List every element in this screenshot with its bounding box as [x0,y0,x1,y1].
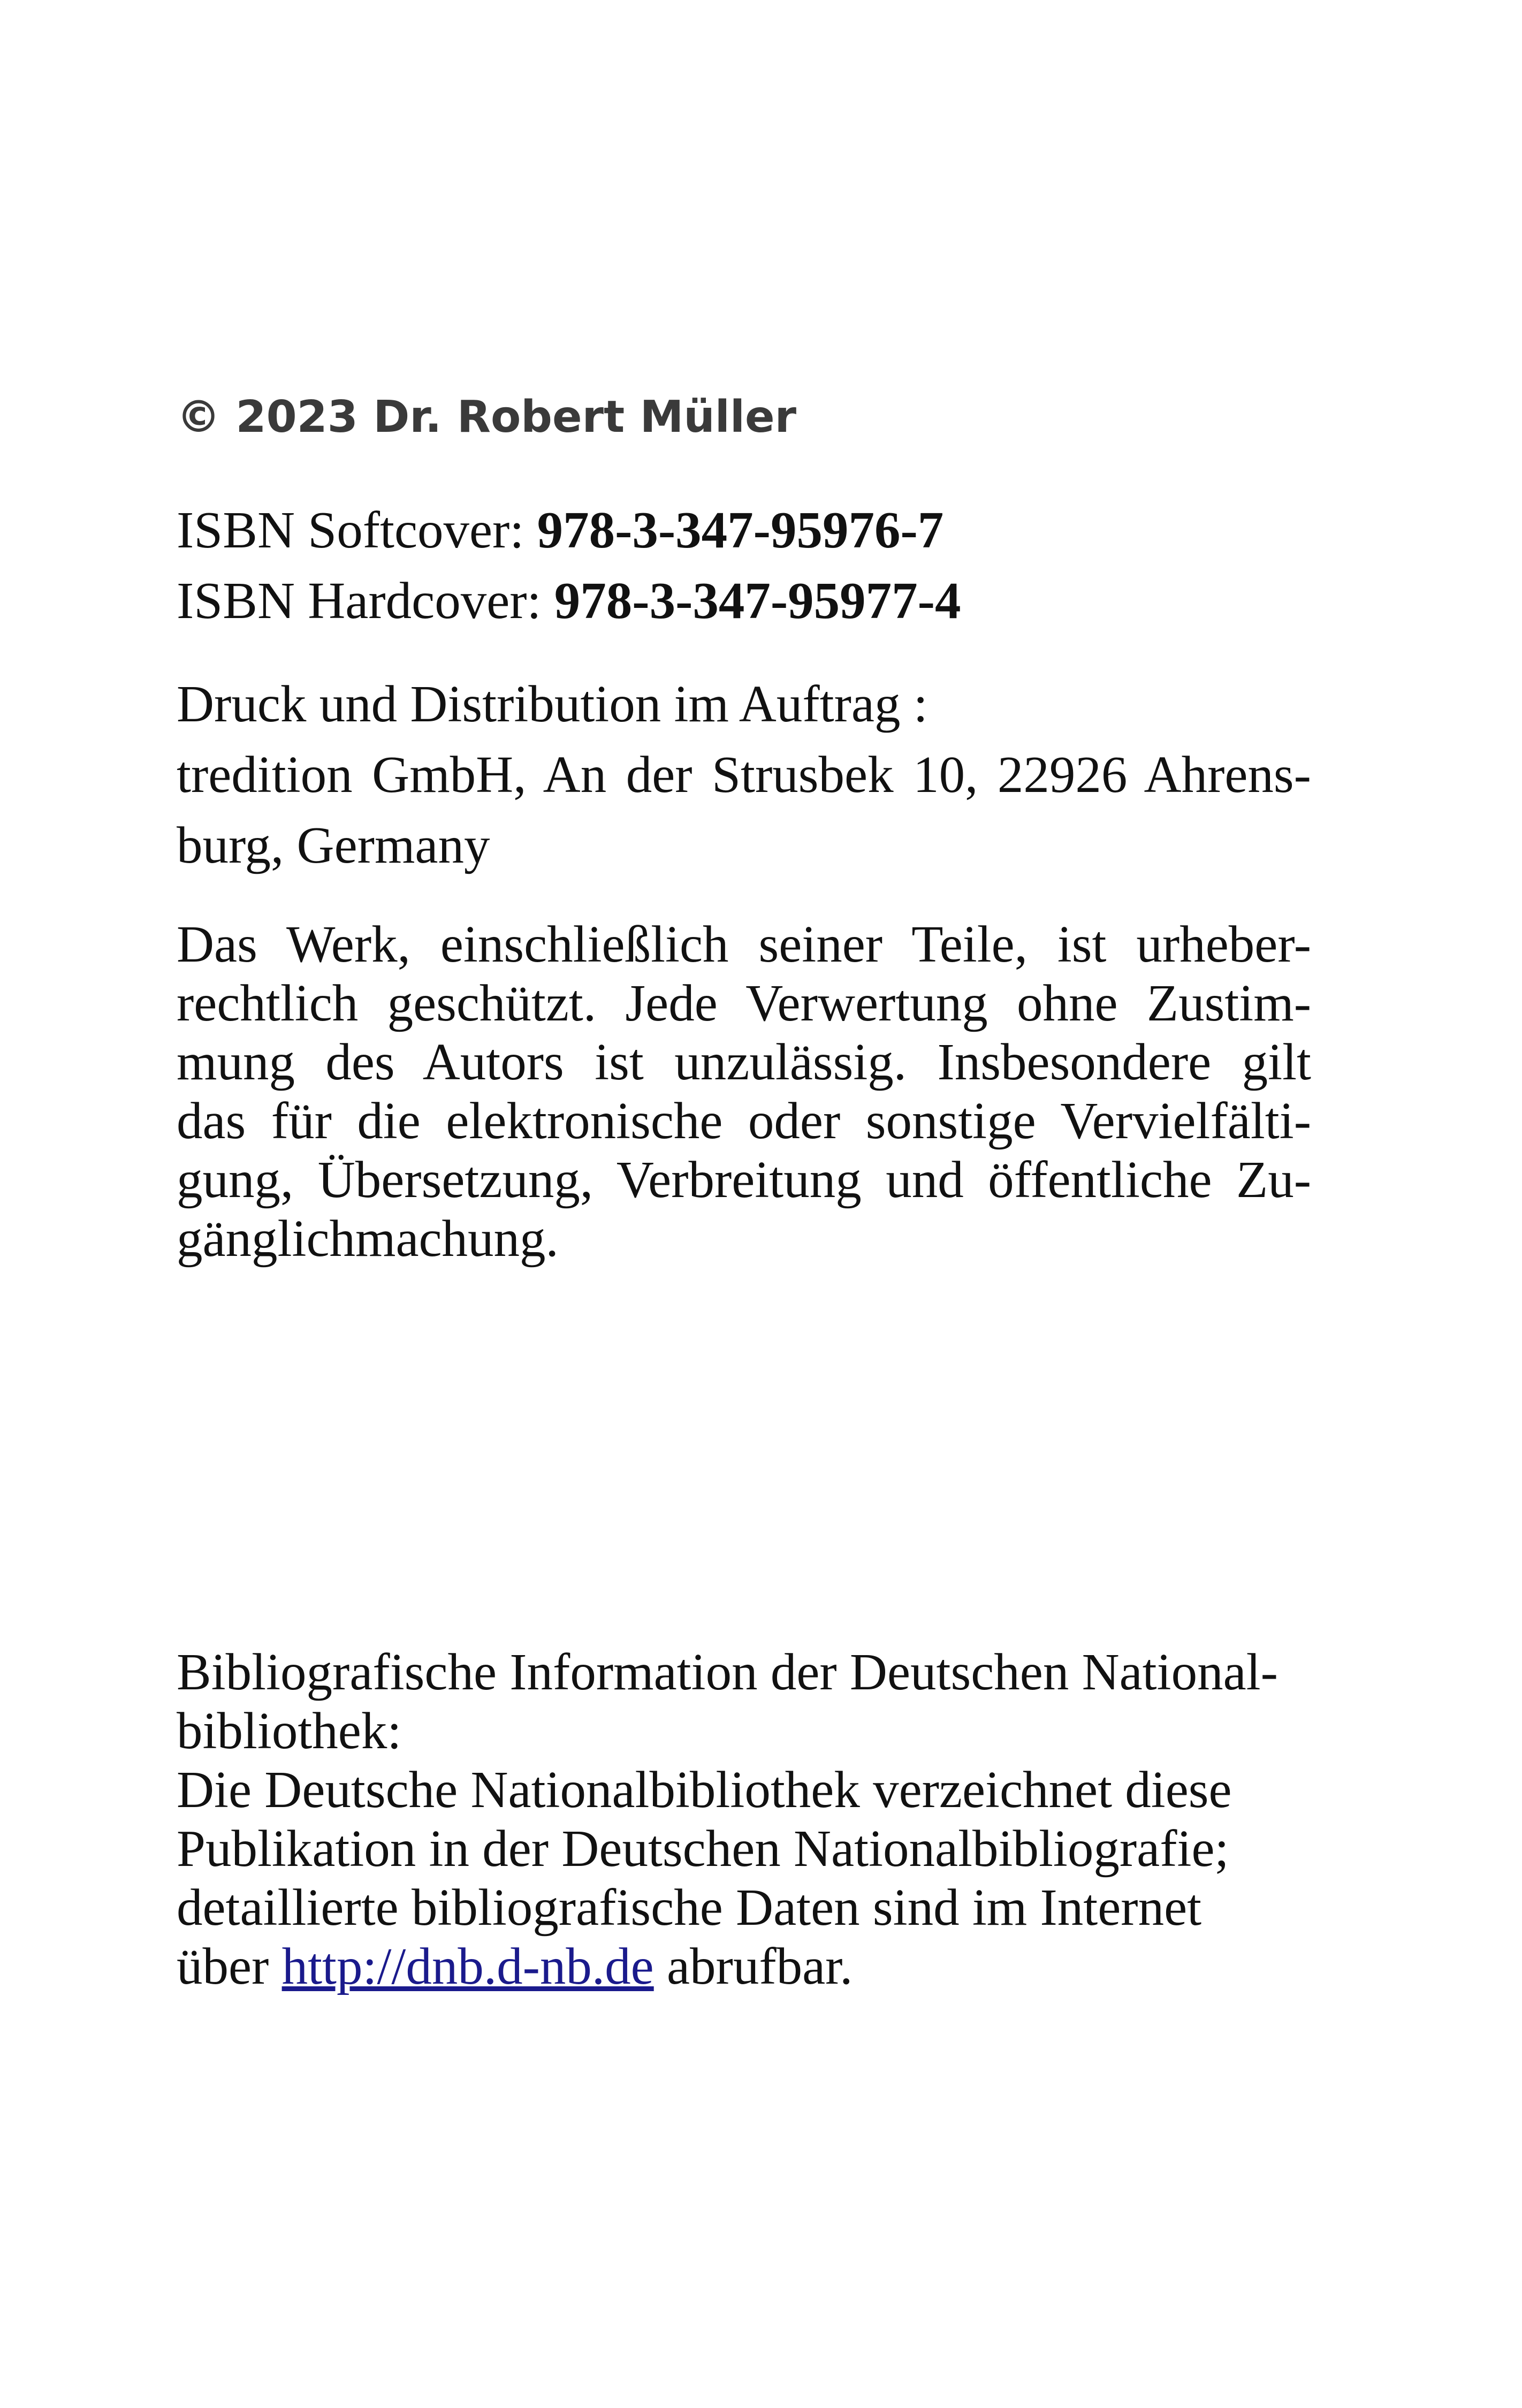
print-line-3: burg, Germany [177,817,490,874]
isbn-hardcover-label: ISBN Hardcover: [177,572,554,629]
rights-line: gung, Übersetzung, Verbreitung und öffentliche Zu- [177,1151,1311,1208]
isbn-block [177,495,1311,636]
biblio-heading-line-2: bibliothek: [177,1702,402,1759]
biblio-text-prefix: über [177,1938,282,1995]
rights-line: rechtlich geschützt. Jede Verwertung ohne Zustim- [177,974,1311,1032]
rights-line: Das Werk, einschließlich seiner Teile, ist urheber- [177,916,1311,973]
print-line-1: Druck und Distribution im Auftrag : [177,675,928,733]
biblio-text-line-1: Die Deutsche Nationalbibliothek verzeichnet diese [177,1761,1232,1818]
isbn-softcover-value: 978-3-347-95976-7 [537,501,944,559]
rights-line: das für die elektronische oder sonstige Vervielfälti- [177,1092,1311,1149]
bibliographic-info [177,1643,1311,1996]
print-line-2: tredition GmbH, An der Strusbek 10, 22926 Ahrens- [177,746,1311,803]
isbn-hardcover [177,566,1311,636]
biblio-text-line-2: Publikation in der Deutschen Nationalbibliografie; [177,1820,1229,1877]
isbn-softcover-label: ISBN Softcover: [177,501,537,559]
biblio-heading-line-1: Bibliografische Information der Deutschen National- [177,1643,1278,1701]
rights-line: gänglichmachung. [177,1210,559,1267]
isbn-hardcover-value: 978-3-347-95977-4 [554,572,961,629]
print-distribution-block [177,669,1311,881]
biblio-text-line-4 [177,1937,1311,1996]
biblio-text-suffix: abrufbar. [653,1938,853,1995]
copyright-notice: © 2023 Dr. Robert Müller [177,392,797,443]
rights-line: mung des Autors ist unzulässig. Insbesondere gilt [177,1033,1311,1091]
biblio-text-line-3: detaillierte bibliografische Daten sind im Internet [177,1879,1202,1936]
isbn-softcover [177,495,1311,566]
dnb-link[interactable]: http://dnb.d-nb.de [281,1938,654,1995]
rights-notice [177,915,1311,1268]
